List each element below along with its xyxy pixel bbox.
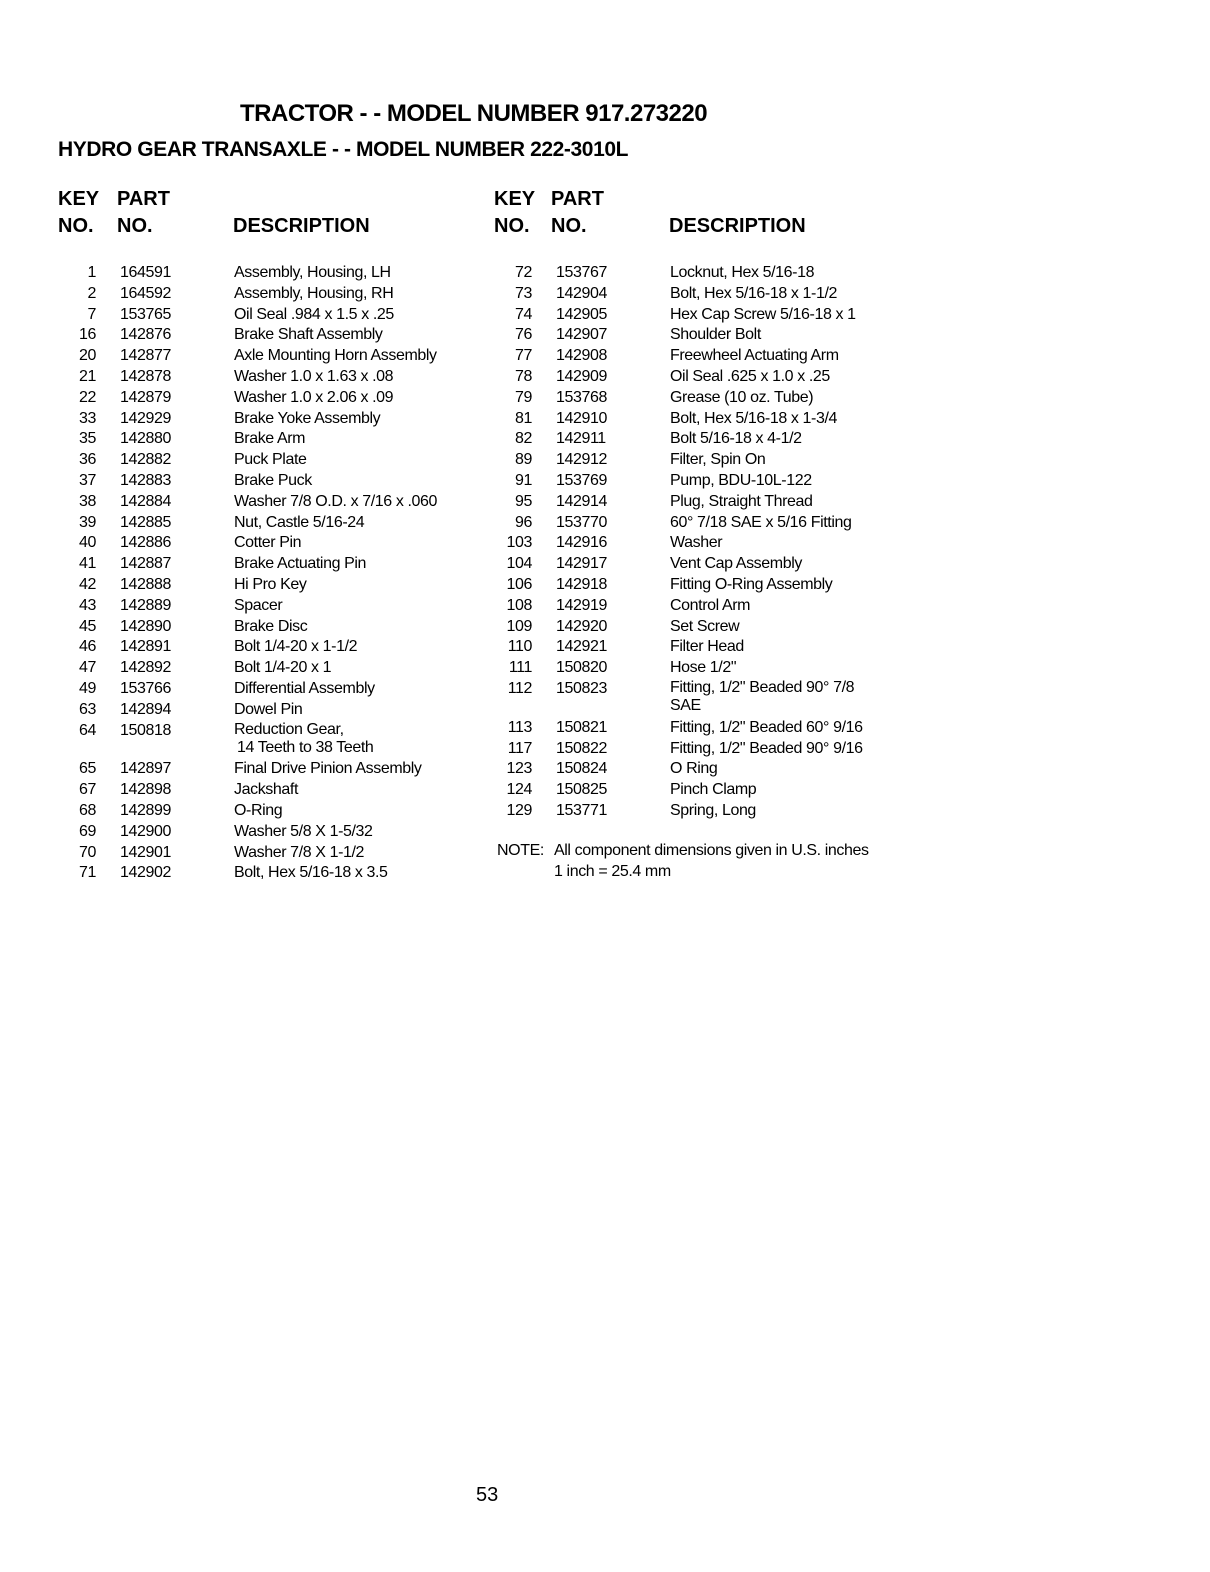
table-row — [56, 637, 476, 658]
part-description — [670, 617, 739, 635]
table-row — [492, 679, 912, 718]
table-row — [56, 533, 476, 554]
part-number: 142878 — [120, 367, 171, 385]
table-row — [492, 513, 912, 534]
key-number: 74 — [515, 305, 532, 323]
right-key-header-line1: KEY — [494, 188, 536, 210]
description-line: Vent Cap Assembly — [670, 555, 802, 573]
part-number: 142888 — [120, 575, 171, 593]
part-number: 142907 — [556, 326, 607, 344]
key-number: 2 — [87, 284, 96, 302]
part-number: 164592 — [120, 284, 171, 302]
key-number: 64 — [79, 721, 96, 739]
part-description — [670, 492, 813, 510]
right-part-header-line2: NO. — [551, 215, 587, 237]
description-line: 60° 7/18 SAE x 5/16 Fitting — [670, 513, 852, 531]
key-number: 82 — [515, 430, 532, 448]
table-row — [492, 759, 912, 780]
table-row — [56, 617, 476, 638]
table-row — [492, 780, 912, 801]
description-line: Grease (10 oz. Tube) — [670, 388, 814, 406]
part-description — [234, 533, 301, 551]
part-number: 150821 — [556, 718, 607, 736]
table-row — [56, 492, 476, 513]
description-line: Set Screw — [670, 617, 740, 635]
part-description — [670, 263, 814, 281]
key-number: 45 — [79, 617, 96, 635]
table-row — [56, 450, 476, 471]
part-description — [670, 450, 765, 468]
description-line: Plug, Straight Thread — [670, 492, 813, 510]
description-line: Pump, BDU-10L-122 — [670, 471, 812, 489]
table-row — [56, 780, 476, 801]
table-row — [492, 637, 912, 658]
part-number: 142892 — [120, 659, 171, 677]
description-line: Bolt 1/4-20 x 1 — [234, 659, 332, 677]
part-description — [234, 759, 422, 777]
part-description — [234, 617, 307, 635]
description-line: Hi Pro Key — [234, 575, 307, 593]
key-number: 71 — [79, 864, 96, 882]
part-number: 142882 — [120, 451, 171, 469]
part-number: 142887 — [120, 555, 171, 573]
description-line: Pinch Clamp — [670, 781, 757, 799]
part-number: 142929 — [120, 409, 171, 427]
description-line: Brake Yoke Assembly — [234, 409, 381, 427]
note-line1: All component dimensions given in U.S. inches — [554, 842, 869, 859]
part-number: 150823 — [556, 679, 607, 697]
part-number: 142920 — [556, 617, 607, 635]
key-number: 78 — [515, 367, 532, 385]
table-row — [56, 700, 476, 721]
part-description — [670, 759, 717, 777]
part-number: 142912 — [556, 451, 607, 469]
part-number: 153770 — [556, 513, 607, 531]
table-row — [492, 492, 912, 513]
part-number: 150825 — [556, 781, 607, 799]
table-row — [492, 388, 912, 409]
description-line: Nut, Castle 5/16-24 — [234, 513, 365, 531]
key-number: 21 — [79, 367, 96, 385]
table-row — [492, 409, 912, 430]
description-line: 14 Teeth to 38 Teeth — [237, 738, 374, 756]
description-line: Fitting, 1/2" Beaded 90° 7/8 — [670, 678, 855, 696]
key-number: 109 — [506, 617, 532, 635]
key-number: 22 — [79, 388, 96, 406]
table-row — [56, 263, 476, 284]
part-number: 142886 — [120, 534, 171, 552]
table-row — [56, 575, 476, 596]
part-number: 142894 — [120, 700, 171, 718]
key-number: 123 — [506, 760, 532, 778]
key-number: 43 — [79, 596, 96, 614]
key-number: 76 — [515, 326, 532, 344]
part-description — [234, 658, 331, 676]
description-line: Brake Shaft Assembly — [234, 326, 383, 344]
description-line: Axle Mounting Horn Assembly — [234, 347, 437, 365]
description-line: Bolt, Hex 5/16-18 x 1-3/4 — [670, 409, 837, 427]
part-number: 142883 — [120, 471, 171, 489]
table-row — [56, 759, 476, 780]
page-number: 53 — [476, 1484, 499, 1506]
description-line: Cotter Pin — [234, 534, 302, 552]
key-number: 72 — [515, 264, 532, 281]
description-line: Hex Cap Screw 5/16-18 x 1 — [670, 305, 856, 323]
part-number: 142897 — [120, 760, 171, 778]
key-number: 40 — [79, 534, 96, 552]
part-number: 142908 — [556, 347, 607, 365]
description-line: Brake Puck — [234, 471, 312, 489]
left-part-header-line2: NO. — [117, 215, 153, 237]
part-description — [234, 346, 437, 364]
key-number: 7 — [87, 305, 96, 323]
description-line: Brake Arm — [234, 430, 306, 448]
part-description — [234, 429, 305, 447]
part-number: 142884 — [120, 492, 171, 510]
part-number: 142876 — [120, 326, 171, 344]
left-key-header-line2: NO. — [58, 215, 94, 237]
part-number: 142910 — [556, 409, 607, 427]
part-description — [234, 801, 282, 819]
description-line: Puck Plate — [234, 451, 307, 469]
part-number: 153767 — [556, 264, 607, 281]
part-description — [670, 554, 802, 572]
part-description — [234, 471, 312, 489]
key-number: 104 — [506, 555, 532, 573]
note-label: NOTE: — [497, 842, 544, 859]
part-description — [234, 575, 306, 593]
part-description — [670, 658, 736, 676]
key-number: 35 — [79, 430, 96, 448]
description-line: Oil Seal .625 x 1.0 x .25 — [670, 367, 830, 385]
key-number: 96 — [515, 513, 532, 531]
part-description — [234, 721, 373, 757]
part-number: 142898 — [120, 781, 171, 799]
description-line: Washer 7/8 O.D. x 7/16 x .060 — [234, 492, 438, 510]
part-number: 142921 — [556, 638, 607, 656]
part-description — [234, 305, 394, 323]
description-line: Differential Assembly — [234, 679, 375, 697]
table-row — [492, 325, 912, 346]
part-description — [670, 780, 756, 798]
description-line: Washer 1.0 x 1.63 x .08 — [234, 367, 394, 385]
part-number: 142885 — [120, 513, 171, 531]
table-row — [492, 263, 912, 284]
table-row — [492, 658, 912, 679]
part-description — [670, 409, 837, 427]
part-number: 142899 — [120, 801, 171, 819]
part-number: 142904 — [556, 284, 607, 302]
table-row — [56, 346, 476, 367]
key-number: 112 — [507, 679, 532, 697]
part-description — [670, 596, 750, 614]
table-row — [56, 596, 476, 617]
table-row — [492, 554, 912, 575]
description-line: Washer 7/8 X 1-1/2 — [234, 843, 365, 861]
part-description — [234, 822, 373, 840]
table-row — [56, 429, 476, 450]
part-number: 142916 — [556, 534, 607, 552]
part-number: 142919 — [556, 596, 607, 614]
part-description — [234, 388, 393, 406]
description-line: Oil Seal .984 x 1.5 x .25 — [234, 305, 394, 323]
description-line: Spring, Long — [670, 801, 756, 819]
part-number: 142891 — [120, 638, 171, 656]
description-line: Assembly, Housing, LH — [234, 264, 391, 281]
note-line2: 1 inch = 25.4 mm — [554, 863, 671, 880]
key-number: 33 — [79, 409, 96, 427]
key-number: 111 — [508, 659, 532, 677]
part-description — [670, 637, 744, 655]
description-line: Jackshaft — [234, 781, 298, 799]
table-row — [56, 409, 476, 430]
description-line: Fitting O-Ring Assembly — [670, 575, 833, 593]
part-description — [234, 843, 364, 861]
right-part-header-line1: PART — [551, 188, 604, 210]
table-row — [492, 429, 912, 450]
table-row — [492, 596, 912, 617]
part-description — [670, 429, 802, 447]
part-description — [234, 780, 298, 798]
table-row — [56, 679, 476, 700]
description-line: O-Ring — [234, 801, 283, 819]
key-number: 16 — [79, 326, 96, 344]
part-description — [234, 450, 307, 468]
key-number: 67 — [79, 781, 96, 799]
table-row — [56, 367, 476, 388]
table-row — [492, 450, 912, 471]
key-number: 117 — [507, 739, 532, 757]
table-row — [56, 658, 476, 679]
left-key-header-line1: KEY — [58, 188, 100, 210]
part-description — [670, 533, 722, 551]
page-title: TRACTOR - - MODEL NUMBER 917.273220 — [240, 100, 708, 127]
description-line: Filter, Spin On — [670, 451, 766, 469]
part-description — [670, 388, 813, 406]
part-number: 142917 — [556, 555, 607, 573]
part-description — [234, 554, 366, 572]
description-line: Bolt, Hex 5/16-18 x 1-1/2 — [670, 284, 837, 302]
table-row — [492, 367, 912, 388]
table-row — [492, 801, 912, 822]
part-number: 142889 — [120, 596, 171, 614]
part-number: 142877 — [120, 347, 171, 365]
description-line: Brake Actuating Pin — [234, 555, 367, 573]
description-line: Washer — [670, 534, 723, 552]
table-row — [56, 721, 476, 760]
description-line: Bolt, Hex 5/16-18 x 3.5 — [234, 864, 388, 882]
description-line: Spacer — [234, 596, 283, 614]
table-row — [492, 575, 912, 596]
key-number: 42 — [79, 575, 96, 593]
table-row — [56, 863, 476, 884]
table-row — [492, 471, 912, 492]
table-row — [56, 471, 476, 492]
part-description — [234, 263, 391, 281]
key-number: 46 — [79, 638, 96, 656]
table-row — [56, 801, 476, 822]
part-description — [670, 367, 830, 385]
part-number: 142909 — [556, 367, 607, 385]
description-line: Final Drive Pinion Assembly — [234, 760, 422, 778]
key-number: 81 — [515, 409, 532, 427]
description-line: Control Arm — [670, 596, 751, 614]
description-line: Locknut, Hex 5/16-18 — [670, 264, 815, 281]
description-line: Freewheel Actuating Arm — [670, 347, 839, 365]
key-number: 65 — [79, 760, 96, 778]
part-number: 142880 — [120, 430, 171, 448]
key-number: 106 — [506, 575, 532, 593]
part-description — [234, 700, 302, 718]
description-line: Washer 1.0 x 2.06 x .09 — [234, 388, 394, 406]
part-description — [670, 739, 863, 757]
part-number: 153769 — [556, 471, 607, 489]
key-number: 129 — [506, 801, 532, 819]
table-row — [56, 554, 476, 575]
description-line: Fitting, 1/2" Beaded 90° 9/16 — [670, 739, 863, 757]
key-number: 39 — [79, 513, 96, 531]
key-number: 49 — [79, 679, 96, 697]
part-number: 153771 — [556, 801, 607, 819]
part-number: 142879 — [120, 388, 171, 406]
key-number: 38 — [79, 492, 96, 510]
key-number: 63 — [79, 700, 96, 718]
key-number: 20 — [79, 347, 96, 365]
key-number: 73 — [515, 284, 532, 302]
table-row — [492, 718, 912, 739]
part-description — [234, 513, 364, 531]
table-row — [56, 388, 476, 409]
description-line: Fitting, 1/2" Beaded 60° 9/16 — [670, 718, 863, 736]
part-number: 164591 — [120, 264, 171, 281]
part-number: 142900 — [120, 822, 171, 840]
part-number: 142901 — [120, 843, 171, 861]
description-line: Bolt 1/4-20 x 1-1/2 — [234, 638, 358, 656]
part-number: 142902 — [120, 864, 171, 882]
key-number: 1 — [87, 264, 96, 281]
part-description — [670, 679, 854, 715]
key-number: 91 — [515, 471, 532, 489]
part-description — [234, 596, 282, 614]
part-description — [234, 284, 393, 302]
description-line: Hose 1/2" — [670, 659, 737, 677]
part-description — [234, 863, 388, 881]
description-line: Reduction Gear, — [234, 720, 344, 738]
description-line: Shoulder Bolt — [670, 326, 761, 344]
table-row — [56, 325, 476, 346]
part-description — [670, 325, 761, 343]
right-parts-list — [492, 263, 912, 822]
part-description — [234, 679, 375, 697]
key-number: 124 — [506, 781, 532, 799]
description-line: Filter Head — [670, 638, 744, 656]
table-row — [492, 533, 912, 554]
part-description — [670, 471, 812, 489]
key-number: 68 — [79, 801, 96, 819]
description-line: Assembly, Housing, RH — [234, 284, 394, 302]
part-number: 150824 — [556, 760, 607, 778]
right-key-header-line2: NO. — [494, 215, 530, 237]
part-description — [670, 575, 832, 593]
part-description — [234, 325, 383, 343]
part-description — [670, 513, 852, 531]
left-description-header: DESCRIPTION — [233, 215, 370, 237]
part-number: 150822 — [556, 739, 607, 757]
page-subtitle: HYDRO GEAR TRANSAXLE - - MODEL NUMBER 222-3010L — [58, 138, 629, 161]
table-row — [56, 284, 476, 305]
right-description-header: DESCRIPTION — [669, 215, 806, 237]
part-number: 142918 — [556, 575, 607, 593]
table-row — [492, 346, 912, 367]
key-number: 89 — [515, 451, 532, 469]
key-number: 113 — [507, 718, 532, 736]
part-description — [234, 492, 437, 510]
description-line: Washer 5/8 X 1-5/32 — [234, 822, 373, 840]
part-description — [234, 367, 393, 385]
part-description — [670, 801, 756, 819]
description-line: Dowel Pin — [234, 700, 303, 718]
key-number: 110 — [507, 638, 532, 656]
description-line: Bolt 5/16-18 x 4-1/2 — [670, 430, 802, 448]
table-row — [492, 284, 912, 305]
key-number: 95 — [515, 492, 532, 510]
left-parts-list — [56, 263, 476, 884]
key-number: 37 — [79, 471, 96, 489]
part-number: 153765 — [120, 305, 171, 323]
part-description — [670, 284, 837, 302]
table-row — [492, 617, 912, 638]
part-number: 150820 — [556, 659, 607, 677]
part-number: 142911 — [556, 430, 606, 448]
table-row — [56, 513, 476, 534]
part-description — [234, 409, 380, 427]
table-row — [56, 843, 476, 864]
key-number: 47 — [79, 659, 96, 677]
key-number: 36 — [79, 451, 96, 469]
key-number: 77 — [515, 347, 532, 365]
key-number: 41 — [79, 555, 96, 573]
table-row — [56, 822, 476, 843]
key-number: 70 — [79, 843, 96, 861]
part-number: 142905 — [556, 305, 607, 323]
part-number: 153768 — [556, 388, 607, 406]
description-line: Brake Disc — [234, 617, 308, 635]
part-description — [670, 346, 839, 364]
part-description — [234, 637, 357, 655]
part-number: 153766 — [120, 679, 171, 697]
part-description — [670, 718, 863, 736]
table-row — [492, 739, 912, 760]
description-line: O Ring — [670, 760, 718, 778]
table-row — [56, 305, 476, 326]
part-number: 150818 — [120, 721, 171, 739]
key-number: 108 — [506, 596, 532, 614]
left-part-header-line1: PART — [117, 188, 170, 210]
key-number: 79 — [515, 388, 532, 406]
key-number: 69 — [79, 822, 96, 840]
description-line: SAE — [670, 696, 701, 714]
part-number: 142890 — [120, 617, 171, 635]
part-description — [670, 305, 856, 323]
key-number: 103 — [506, 534, 532, 552]
table-row — [492, 305, 912, 326]
part-number: 142914 — [556, 492, 607, 510]
